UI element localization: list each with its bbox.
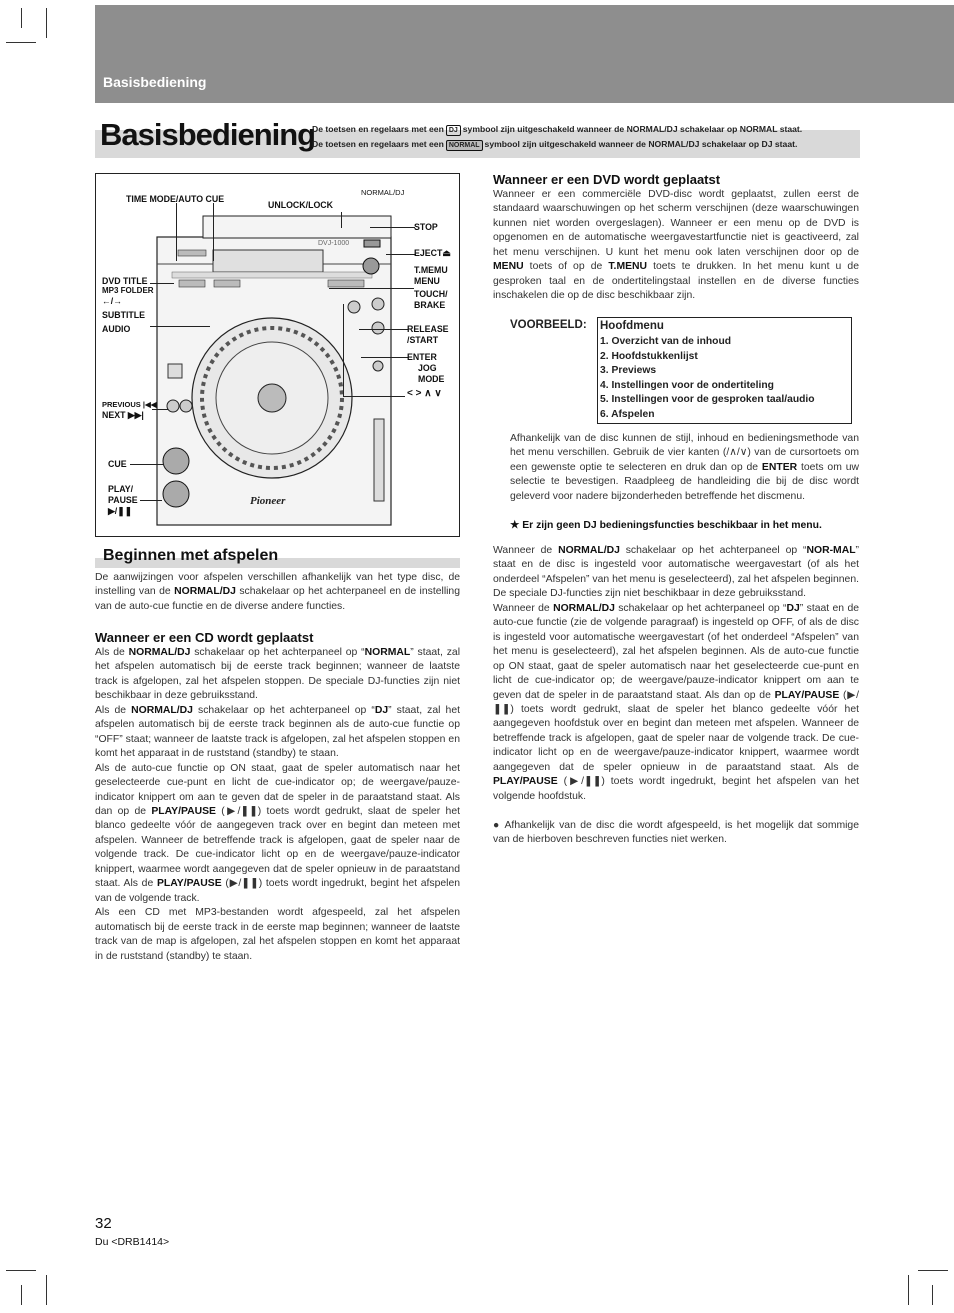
brand-label: Pioneer xyxy=(250,495,286,507)
callout-play-symbol: ▶/❚❚ xyxy=(108,506,132,516)
intro-text: De aanwijzingen voor afspelen verschillen afhankelijk van het type disc, de instelling van de NORMAL/DJ schakelaar op het achterpaneel en de instelling van de auto-cue functie en de diverse andere functies. xyxy=(95,572,460,612)
callout-jog: JOG xyxy=(418,363,437,373)
callout-brake: BRAKE xyxy=(414,300,446,310)
paragraph: Als een CD met MP3-bestanden wordt afgespeeld, zal het afspelen automatisch bij de eerste track in de eerste map beginnen; wanneer de laatste track van de map is afgelopen, zal het afspelen stoppen en komt het apparaat in de ruststand (standby) te staan. xyxy=(95,907,460,962)
callout-arrows: < > ∧ ∨ xyxy=(407,388,442,399)
player-figure xyxy=(95,173,460,537)
callout-stop: STOP xyxy=(414,222,438,232)
callout-menu: MENU xyxy=(414,276,440,286)
cd-text xyxy=(95,646,460,964)
callout-eject: EJECT⏏ xyxy=(414,248,451,258)
menu-note: Afhankelijk van de disc kunnen de stijl, inhoud en bedieningsmethode van het menu verschillen. Gebruik de vier kanten (/∧/∨) van de cursortoets om een gewenste optie te selecteren en druk dan op de ENTER toets om uw selectie te bevestigen. Raadpleeg de handleiding die bij de disc wordt geleverd voor nadere bijzonderheden betreffende het discmenu. xyxy=(510,433,860,502)
cd-heading: Wanneer er een CD wordt geplaatst xyxy=(95,630,314,645)
crop-mark xyxy=(46,8,47,38)
paragraph: Wanneer de NORMAL/DJ schakelaar op het achterpaneel op “NOR-MAL” staat en de disc is ingesteld voor automatische weergavestart (of als het onderdeel “Afspelen” van het menu is geselecteerd), zal het afspelen beginnen. De speciale DJ-functies zijn niet beschikbaar in deze gebruiksstand. xyxy=(493,545,860,600)
header-band xyxy=(95,5,954,103)
list-item: 5. Instellingen voor de gesproken taal/audio xyxy=(600,394,815,406)
crop-mark xyxy=(932,1285,933,1305)
crop-mark xyxy=(908,1275,909,1305)
callout-audio: AUDIO xyxy=(102,324,131,334)
list-item: 1. Overzicht van de inhoud xyxy=(600,336,732,347)
star-note: ★ Er zijn geen DJ bedieningsfuncties beschikbaar in het menu. xyxy=(510,520,822,531)
crop-mark xyxy=(46,1275,47,1305)
doc-code: Du <DRB1414> xyxy=(95,1236,170,1248)
crop-mark xyxy=(21,1285,22,1305)
model-label: DVJ-1000 xyxy=(318,240,350,247)
bullet-note: ● Afhankelijk van de disc die wordt afgespeeld, is het mogelijk dat sommige van de hierboven beschreven functies niet werken. xyxy=(493,820,859,846)
page-title: Basisbediening xyxy=(100,117,316,152)
dvd-intro: Wanneer er een commerciële DVD-disc wordt geplaatst, zullen eerst de standaard waarschuwingen op het scherm verschijnen (deze waarschuwingen kunnen niet worden overgeslagen). Wanneer er een menu op de DVD is opgenomen en de automatische weergavestartfunctie niet is geactiveerd, zal het menu verschijnen. U kunt het menu ook laten verschijnen door op de MENU toets of op de T.MENU toets te drukken. In het menu kunt u de gesproken taal en de ondertitelingstaal instellen en de diverse functies inschakelen die op de disc beschikbaar zijn. xyxy=(493,189,859,302)
crop-mark xyxy=(918,1270,948,1271)
callout-touch: TOUCH/ xyxy=(414,289,448,299)
callout-mode: MODE xyxy=(418,374,445,384)
callout-subtitle: SUBTITLE xyxy=(102,310,146,320)
crop-mark xyxy=(6,42,36,43)
callout-play: PLAY/ xyxy=(108,484,134,494)
callout-dvd-title: DVD TITLE xyxy=(102,276,148,286)
example-label: VOORBEELD: xyxy=(510,319,587,331)
callout-time-mode: TIME MODE/AUTO CUE xyxy=(126,194,225,204)
callout-cue: CUE xyxy=(108,459,127,469)
callout-release: RELEASE xyxy=(407,324,449,334)
normal-symbol-icon: NORMAL xyxy=(446,140,483,151)
callout-tmemu: T.MEMU xyxy=(414,265,448,275)
callout-enter: ENTER xyxy=(407,352,437,362)
paragraph: Als de NORMAL/DJ schakelaar op het achterpaneel op “DJ” staat, zal het afspelen automatisch bij de eerste track beginnen als de auto-cue functie op “OFF” staat; wanneer de laatste track is afgelopen, zal het afspelen stoppen en komt het apparaat in de ruststand (standby) te staan. xyxy=(95,704,460,760)
callout-folder-arrows: ←/→ xyxy=(102,296,123,306)
callout-mp3-folder: MP3 FOLDER xyxy=(102,286,154,295)
callout-normal-dj: NORMAL/DJ xyxy=(361,188,405,197)
dvd-text xyxy=(493,544,859,804)
callout-next: NEXT ▶▶| xyxy=(102,410,144,420)
title-note-dj: De toetsen en regelaars met een DJ symbool zijn uitgeschakeld wanneer de NORMAL/DJ schakelaar op NORMAL staat. xyxy=(312,124,803,134)
player-illustration xyxy=(96,174,459,536)
callout-pause: PAUSE xyxy=(108,495,138,505)
paragraph: Als de NORMAL/DJ schakelaar op het achterpaneel op “NORMAL” staat, zal het afspelen automatisch bij de eerste track beginnen; wanneer de laatste track is afgelopen, zal het afspelen stoppen. De speciale DJ-functies zijn niet beschikbaar in deze gebruiksstand. xyxy=(95,647,461,702)
callout-previous: PREVIOUS |◀◀ xyxy=(102,400,157,409)
dj-symbol-icon: DJ xyxy=(446,125,461,136)
crop-mark xyxy=(21,8,22,28)
title-note-normal: De toetsen en regelaars met een NORMAL symbool zijn uitgeschakeld wanneer de NORMAL/DJ schakelaar op DJ staat. xyxy=(312,139,798,149)
crop-mark xyxy=(6,1270,36,1271)
page-number: 32 xyxy=(95,1215,112,1232)
list-item: 3. Previews xyxy=(600,365,657,377)
section-label: Basisbediening xyxy=(103,74,207,90)
paragraph: Als de auto-cue functie op ON staat, gaat de speler automatisch naar het geselecteerde cue-punt en licht de cue-indicator op; de weergave/pauze-indicator knippert om aan te geven dat de speler in de paraatstand staat. Als dan op de PLAY/PAUSE (▶/❚❚) toets wordt gedrukt, slaat de speler het blanco gedeelte vóór de aangegeven track over en begint dan meteen met afspelen. Wanneer de betreffende track is afgelopen, gaat de speler naar de volgende track. De cue-indicator licht op en de weergave/pauze-indicator knippert, waarmee wordt aangegeven dat de speler opnieuw in de paraatstand staat. Als de PLAY/PAUSE (▶/❚❚) toets wordt ingedrukt, begint het afspelen van de volgende track. xyxy=(95,762,460,904)
paragraph: Wanneer de NORMAL/DJ schakelaar op het achterpaneel op “DJ” staat en de auto-cue functie (zie de volgende paragraaf) is ingesteld op OFF, of als de disc is ingesteld voor automatische weergavestart (of het onderdeel “Afspelen” van het menu is geselecteerd), zal het afspelen beginnen. Als de auto-cue functie op ON staat, gaat de speler automatisch naar het geselecteerde cue-punt en licht de cue-indicator op; de weergave/pauze-indicator knippert om aan te geven dat de speler in de paraatstand staat. Als dan op de PLAY/PAUSE (▶/❚❚) toets wordt gedrukt, slaat de speler het blanco gedeelte vóór het aangegeven hoofdstuk over en begint dan meteen met afspelen. Wanneer de betreffende track is afgelopen, gaat de speler naar de volgende track. De cue-indicator licht op en de weergave/pauze-indicator knippert, waarmee wordt aangegeven dat de speler opnieuw in de paraatstand staat. Als de PLAY/PAUSE (▶/❚❚) toets wordt ingedrukt, begint het afspelen van het volgende hoofdstuk. xyxy=(493,602,860,802)
example-box xyxy=(597,317,852,424)
callout-unlock: UNLOCK/LOCK xyxy=(268,200,333,210)
example-title: Hoofdmenu xyxy=(600,320,664,332)
list-item: 6. Afspelen xyxy=(600,408,655,420)
dvd-heading: Wanneer er een DVD wordt geplaatst xyxy=(493,172,721,187)
section-title: Beginnen met afspelen xyxy=(103,547,279,564)
callout-start: /START xyxy=(407,335,439,345)
list-item: 4. Instellingen voor de ondertiteling xyxy=(600,379,774,391)
example-list xyxy=(600,335,815,423)
list-item: 2. Hoofdstukkenlijst xyxy=(600,350,698,362)
